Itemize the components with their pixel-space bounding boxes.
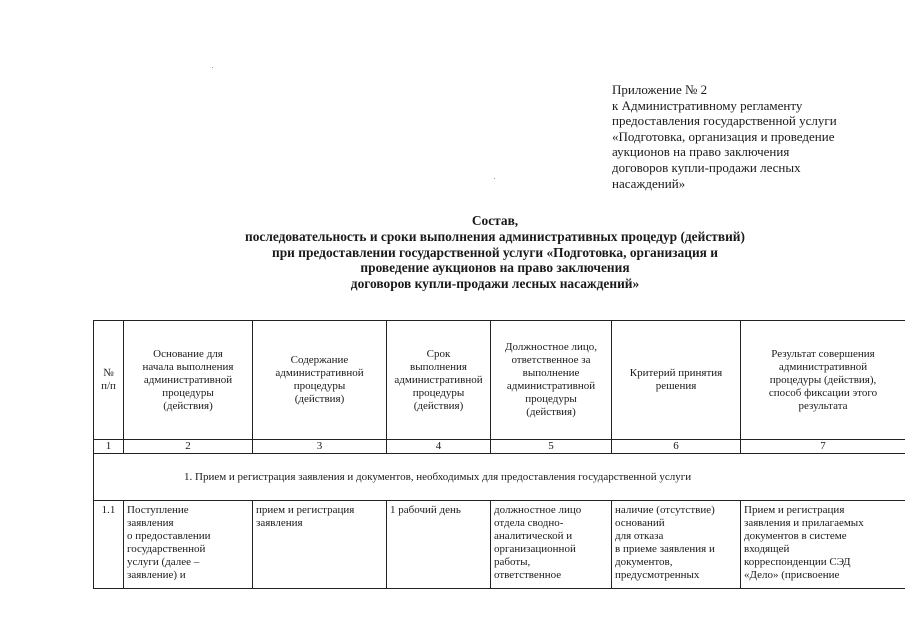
cell-text-line: наличие (отсутствие) <box>615 504 715 516</box>
cell-text-line: процедуры <box>293 380 346 392</box>
section-heading: 1. Прием и регистрация заявления и документов, необходимых для предоставления государственной услуги <box>94 454 905 501</box>
header-cell <box>741 321 905 440</box>
cell-text-line: государственной <box>127 543 206 555</box>
table-cell <box>94 501 124 589</box>
appendix-line: договоров купли-продажи лесных <box>612 159 801 175</box>
header-cell <box>253 321 387 440</box>
cell-text-line: административной <box>275 367 364 379</box>
cell-text-line: Срок <box>426 347 451 360</box>
cell-text-line: (действия) <box>413 399 464 412</box>
cell-text-line: документов, <box>615 556 673 568</box>
column-number: 1 <box>94 440 124 454</box>
column-number: 4 <box>387 440 491 454</box>
column-number-row <box>94 440 905 454</box>
cell-text-line: Содержание <box>290 354 349 366</box>
cell-text-line: процедуры <box>162 386 214 399</box>
cell-text-line: Должностное лицо, <box>505 341 597 353</box>
cell-text-line: оснований <box>615 517 665 529</box>
table-cell <box>387 501 491 589</box>
document-title <box>150 213 840 292</box>
cell-text-line: административной <box>394 373 483 386</box>
header-cell <box>124 321 253 440</box>
cell-text-line: работы, <box>494 556 531 568</box>
appendix-block <box>612 82 897 191</box>
cell-text-line: Прием и регистрация <box>744 504 845 516</box>
cell-text-line: выполнения <box>410 360 467 373</box>
table-cell <box>491 501 612 589</box>
cell-text-line: заявление) и <box>127 569 186 581</box>
column-number: 2 <box>124 440 253 454</box>
cell-text-line: п/п <box>101 380 116 392</box>
scan-speck <box>494 178 495 179</box>
table-cell <box>253 501 387 589</box>
appendix-line: к Административному регламенту <box>612 97 803 113</box>
cell-text-line: прием и регистрация <box>256 504 355 516</box>
table-cell <box>741 501 905 589</box>
cell-text-line: входящей <box>744 543 790 555</box>
cell-text-line: в приеме заявления и <box>615 543 715 555</box>
cell-text-line: 1.1 <box>101 504 116 516</box>
cell-text-line: (действия) <box>526 406 576 418</box>
header-cell <box>94 321 124 440</box>
cell-text-line: Критерий принятия <box>629 367 723 379</box>
cell-text-line: «Дело» (присвоение <box>744 569 840 581</box>
appendix-line: насаждений» <box>612 175 686 191</box>
title-line: при предоставлении государственной услуги «Подготовка, организация и <box>272 244 718 260</box>
cell-text-line: ответственное <box>494 569 562 581</box>
table-cell <box>612 501 741 589</box>
cell-text-line: Результат совершения <box>771 347 875 360</box>
appendix-line: предоставления государственной услуги <box>612 113 837 129</box>
header-cell <box>491 321 612 440</box>
appendix-line: аукционов на право заключения <box>612 144 790 160</box>
title-line: последовательность и сроки выполнения административных процедур (действий) <box>245 228 745 244</box>
column-number: 5 <box>491 440 612 454</box>
table-row <box>94 501 905 589</box>
cell-text-line: о предоставлении <box>127 530 211 542</box>
appendix-line: «Подготовка, организация и проведение <box>612 128 835 144</box>
header-cell <box>387 321 491 440</box>
procedures-table <box>93 320 905 589</box>
cell-text-line: (действия) <box>163 399 213 412</box>
column-number: 3 <box>253 440 387 454</box>
cell-text-line: административной <box>506 380 596 392</box>
column-number: 7 <box>741 440 905 454</box>
cell-text-line: предусмотренных <box>615 569 700 581</box>
cell-text-line: начала выполнения <box>142 360 234 373</box>
cell-text-line: корреспонденции СЭД <box>744 556 851 568</box>
cell-text-line: Поступление <box>127 504 189 516</box>
cell-text-line: Основание для <box>153 347 223 360</box>
cell-text-line: 1 рабочий день <box>390 504 461 516</box>
title-line: договоров купли-продажи лесных насаждений» <box>350 276 640 292</box>
cell-text-line: административной <box>778 360 868 373</box>
cell-text-line: документов в системе <box>744 530 847 542</box>
cell-text-line: аналитической и <box>494 530 573 542</box>
cell-text-line: услуги (далее – <box>127 556 200 568</box>
cell-text-line: процедуры (действия), <box>769 373 877 386</box>
cell-text-line: ответственное за <box>511 354 591 366</box>
cell-text-line: для отказа <box>615 530 664 542</box>
cell-text-line: решения <box>655 380 697 392</box>
cell-text-line: способ фиксации этого <box>768 386 878 399</box>
cell-text-line: процедуры <box>412 386 465 399</box>
column-number: 6 <box>612 440 741 454</box>
title-line: Состав, <box>471 213 519 228</box>
cell-text-line: отдела сводно- <box>494 517 564 529</box>
section-row <box>94 454 905 501</box>
cell-text-line: административной <box>143 373 233 386</box>
cell-text-line: выполнение <box>522 367 580 379</box>
scan-speck <box>212 67 213 68</box>
title-line: проведение аукционов на право заключения <box>360 260 630 276</box>
cell-text-line: должностное лицо <box>494 504 582 516</box>
header-cell <box>612 321 741 440</box>
cell-text-line: (действия) <box>294 393 345 405</box>
cell-text-line: № <box>103 367 114 379</box>
cell-text-line: заявления <box>127 517 174 529</box>
cell-text-line: процедуры <box>525 393 577 405</box>
cell-text-line: заявления и прилагаемых <box>744 517 864 529</box>
cell-text-line: организационной <box>494 543 576 555</box>
header-row <box>94 321 905 440</box>
cell-text-line: заявления <box>256 517 303 529</box>
appendix-line: Приложение № 2 <box>612 82 708 97</box>
cell-text-line: результата <box>798 399 848 412</box>
table-cell <box>124 501 253 589</box>
